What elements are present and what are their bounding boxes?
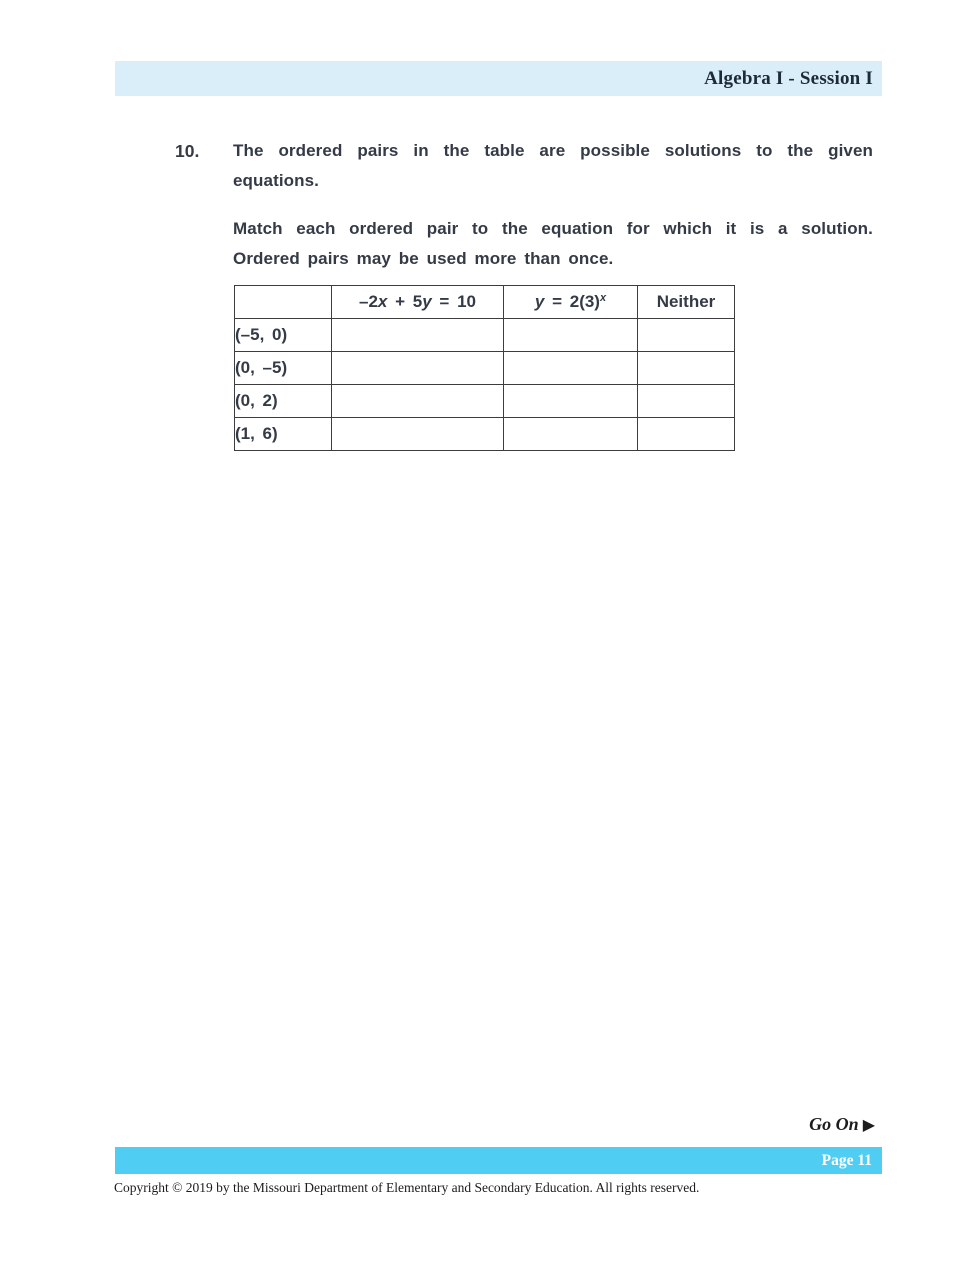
table-row bbox=[235, 418, 735, 451]
column-header-exponential-equation: $y = 2(3)^x$ bbox=[504, 286, 638, 319]
next-arrow-icon: ▶ bbox=[862, 1115, 875, 1134]
question-paragraph-2 bbox=[233, 214, 873, 274]
paragraph-line: Ordered pairs may be used more than once. bbox=[233, 249, 614, 268]
row-label-ordered-pair: (–5, 0) bbox=[235, 319, 332, 352]
paragraph-line: equations. bbox=[233, 171, 320, 190]
session-banner bbox=[115, 61, 882, 96]
question-paragraph-1 bbox=[233, 136, 873, 196]
answer-cell bbox=[332, 418, 504, 451]
copyright-text: Copyright © 2019 by the Missouri Department of Elementary and Secondary Education. All rights reserved. bbox=[114, 1180, 700, 1195]
column-header-linear-equation: –2x + 5y = 10 bbox=[332, 286, 504, 319]
row-label-ordered-pair: (0, –5) bbox=[235, 352, 332, 385]
column-header-neither: Neither bbox=[638, 286, 735, 319]
table-row bbox=[235, 352, 735, 385]
answer-cell bbox=[504, 352, 638, 385]
session-title: Algebra I - Session I bbox=[704, 67, 873, 89]
go-on-indicator bbox=[115, 1114, 875, 1135]
question-text bbox=[233, 136, 873, 274]
go-on-label: Go On bbox=[809, 1114, 859, 1134]
answer-cell bbox=[638, 418, 735, 451]
table-row bbox=[235, 319, 735, 352]
answer-cell bbox=[332, 319, 504, 352]
answer-cell bbox=[504, 418, 638, 451]
question-number: 10. bbox=[175, 141, 200, 161]
table-header-row bbox=[235, 286, 735, 319]
row-label-ordered-pair: (0, 2) bbox=[235, 385, 332, 418]
paragraph-line: The ordered pairs in the table are possible solutions to the given bbox=[233, 141, 873, 160]
corner-cell bbox=[235, 286, 332, 319]
answer-cell bbox=[504, 319, 638, 352]
answer-cell bbox=[504, 385, 638, 418]
page-number-bar bbox=[115, 1147, 882, 1174]
answer-cell bbox=[638, 385, 735, 418]
answer-cell bbox=[638, 352, 735, 385]
answer-cell bbox=[332, 385, 504, 418]
page-number: Page 11 bbox=[821, 1151, 872, 1169]
answer-cell bbox=[638, 319, 735, 352]
paragraph-line: Match each ordered pair to the equation for which it is a solution. bbox=[233, 219, 873, 238]
table-row bbox=[235, 385, 735, 418]
matching-table bbox=[234, 285, 735, 451]
answer-cell bbox=[332, 352, 504, 385]
row-label-ordered-pair: (1, 6) bbox=[235, 418, 332, 451]
